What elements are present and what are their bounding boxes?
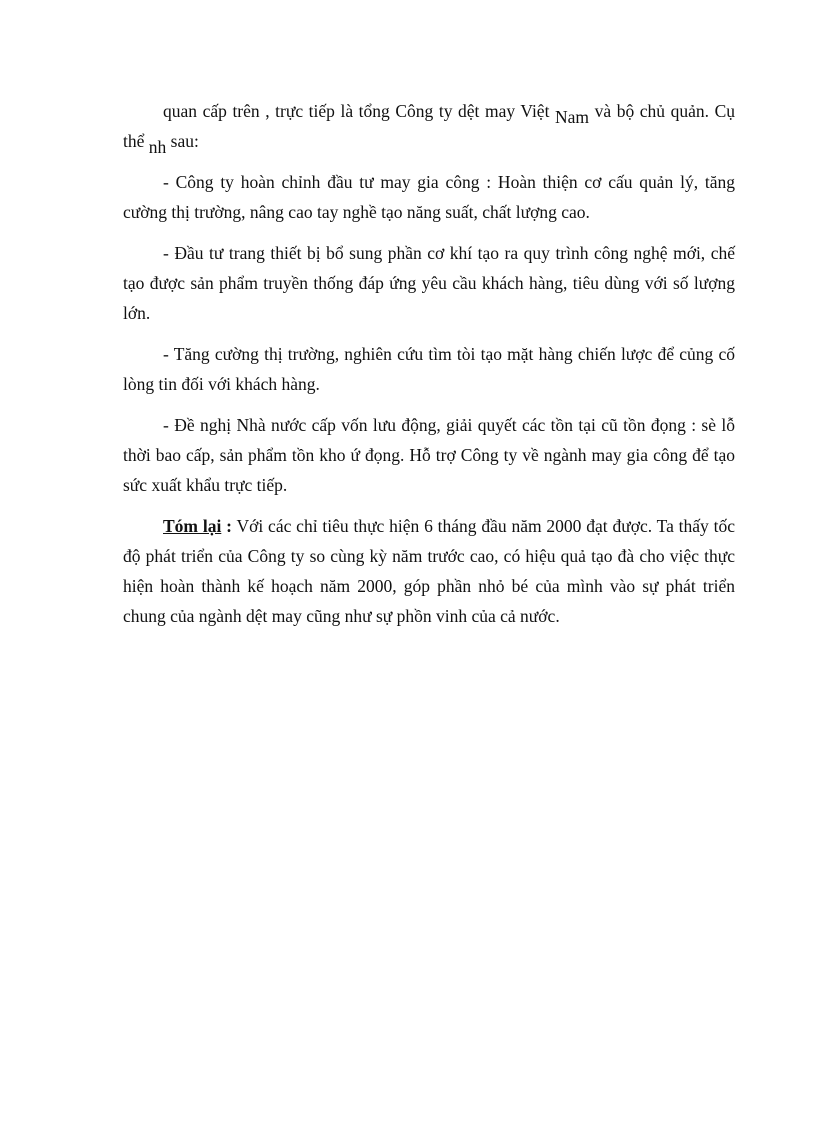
- paragraph-intro-text-2: và bộ chủ quản. Cụ thể: [123, 101, 735, 151]
- summary-text: Với các chỉ tiêu thực hiện 6 tháng đầu năm 2000 đạt được. Ta thấy tốc độ phát triển của Công ty so cùng kỳ năm trước cao, có hiệu quả tạo đà cho việc thực hiện hoàn thành kế hoạch năm 2000, góp phần nhỏ bé của mình vào sự phát triển chung của ngành dệt may cũng như sự phồn vinh của cả nước.: [123, 516, 735, 626]
- paragraph-intro-text-3: sau:: [166, 131, 199, 151]
- document-body: [123, 96, 735, 642]
- paragraph-intro-text-1: quan cấp trên , trực tiếp là tổng Công ty dệt may Việt: [163, 101, 556, 121]
- paragraph-item-2: - Đầu tư trang thiết bị bổ sung phần cơ khí tạo ra quy trình công nghệ mới, chế tạo được sản phẩm truyền thống đáp ứng yêu cầu khách hàng, tiêu dùng với số lượng lớn.: [123, 243, 735, 323]
- paragraph-intro-sub-2: nh: [148, 137, 167, 157]
- paragraph-item-3: - Tăng cường thị trường, nghiên cứu tìm tòi tạo mặt hàng chiến lược để củng cố lòng tin đối với khách hàng.: [123, 344, 735, 394]
- summary-lead-colon: :: [221, 516, 232, 536]
- paragraph-intro-sub-1: Nam: [555, 107, 590, 127]
- paragraph-summary: [123, 511, 735, 631]
- paragraph-item-1: - Công ty hoàn chỉnh đầu tư may gia công : Hoàn thiện cơ cấu quản lý, tăng cường thị trường, nâng cao tay nghề tạo năng suất, chất lượng cao.: [123, 172, 735, 222]
- summary-lead: Tóm lại: [163, 516, 222, 536]
- paragraph-item-4: - Đề nghị Nhà nước cấp vốn lưu động, giải quyết các tồn tại cũ tồn đọng : sè lỗ thời bao cấp, sản phẩm tồn kho ứ đọng. Hỗ trợ Công ty về ngành may gia công để tạo sức xuất khẩu trực tiếp.: [123, 415, 735, 495]
- paragraph-intro: [123, 96, 735, 156]
